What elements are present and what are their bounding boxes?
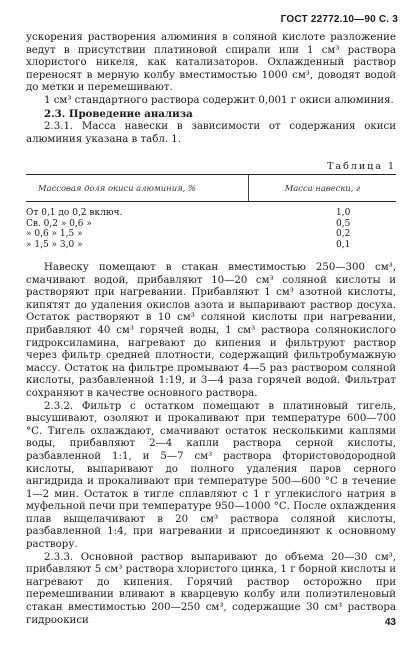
intro-block [26, 32, 396, 146]
mass-cell: 1,0 [336, 208, 351, 218]
main-text-block [26, 262, 396, 627]
paragraph-2-3-1: 2.3.1. Масса навески в зависимости от содержания окиси алюминия указана в табл. 1. [26, 121, 396, 145]
range-cell: От 0,1 до 0,2 включ. [26, 208, 123, 218]
table-1 [26, 174, 396, 250]
table-row [26, 208, 396, 219]
mass-cell: 0,2 [336, 229, 351, 239]
range-cell: Св. 0,2 » 0,6 » [26, 218, 92, 229]
mass-cell: 0,5 [336, 218, 351, 229]
page-header: ГОСТ 22772.10—90 С. 3 [280, 14, 398, 25]
column-header-fraction: Массовая доля окиси алюминия, % [26, 175, 249, 201]
table-body [26, 202, 396, 250]
paragraph-standard-solution: 1 см³ стандартного раствора содержит 0,001 г окиси алюминия. [44, 94, 394, 106]
table-row [26, 240, 396, 251]
range-cell: » 1,5 » 3,0 » [26, 239, 83, 250]
paragraph-2-3-3: 2.3.3. Основной раствор выпаривают до объема 20—30 см³, прибавляют 5 см³ раствора хлористого цинка, 1 г борной кислоты и нагревают до кипения. Горячий раствор осторожно при перемешивании вливают в кварцевую колбу или полиэтиленовый стакан вместимостью 200—250 см³, содержащие 30 см³ раствора гидроокиси [26, 551, 396, 626]
mass-cell: 0,1 [336, 239, 351, 250]
paragraph-sample: Навеску помещают в стакан вместимостью 250—300 см³, смачивают водой, прибавляют 10—20 см³ соляной кислоты и растворяют при нагревании. Прибавляют 1 см³ азотной кислоты, кипятят до удаления окислов азота и выпаривают раствор досуха. Остаток растворяют в 10 см³ соляной кислоты при нагревании, прибавляют 40 см³ горячей воды, 1 см³ раствора солянокислого гидроксиламина, нагревают до кипения и фильтруют раствор через фильтр средней плотности, содержащий фильтробумажную массу. Остаток на фильтре промывают 4—5 раз раствором соляной кислоты, разбавленной 1:19, и 3—4 раза горячей водой. Фильтрат сохраняют в качестве основного раствора. [26, 262, 396, 399]
table-row [26, 229, 396, 240]
table-row [26, 219, 396, 230]
page-number: 43 [384, 617, 396, 628]
column-header-mass: Масса навески, г [284, 183, 361, 193]
paragraph-dissolution: ускорения растворения алюминия в соляной кислоте разложение ведут в присутствии платиновой спирали или 1 см³ раствора хлористого никеля, как катализаторов. Охлажденный раствор переносят в мерную колбу вместимостью 1000 см³, доводят водой до метки и перемешивают. [26, 32, 396, 94]
table-title: Таблица 1 [327, 161, 396, 172]
range-cell: » 0,6 » 1,5 » [26, 229, 83, 239]
section-title: 2.3. Проведение анализа [44, 107, 193, 120]
section-heading [26, 108, 396, 122]
table-header-row [26, 175, 396, 201]
paragraph-2-3-2: 2.3.2. Фильтр с остатком помещают в платиновый тигель, высушивают, озоляют и прокаливают при температуре 600—700 °С. Тигель охлаждают, смачивают остаток несколькими каплями воды, прибавляют 2—4 капли раствора серной кислоты, разбавленной 1:1, и 5—7 см³ раствора фтористоводородной кислоты, выпаривают до полного удаления паров серного ангидрида и прокаливают при температуре 500—600 °С в течение 1—2 мин. Остаток в тигле сплавляют с 1 г углекислого натрия в муфельной печи при температуре 950—1000 °С. После охлаждения плав выщелачивают в 20 см³ раствора соляной кислоты, разбавленной 1:4, при нагревании и присоединяют к основному раствору. [26, 400, 396, 551]
